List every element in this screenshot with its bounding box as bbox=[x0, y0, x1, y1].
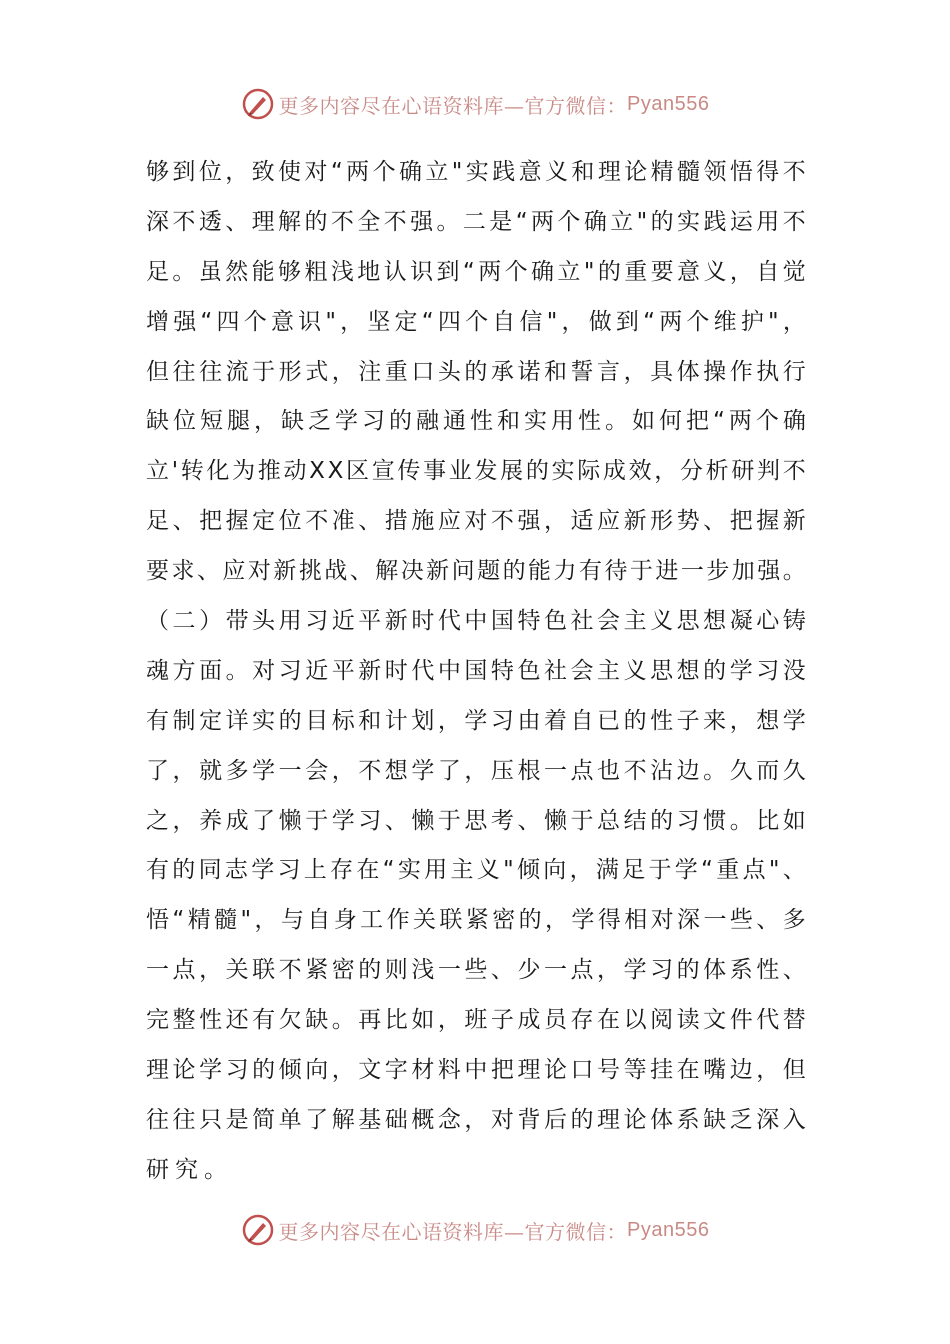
footer-watermark bbox=[0, 1210, 950, 1250]
text-line: 了 ， 就 多 学 一 会 ， 不 想 学 了 ， 压 根 一 点 也 不 沾 边 。 久 而 久 bbox=[146, 757, 806, 784]
text-line: 缺 位 短 腿 ， 缺 乏 学 习 的 融 通 性 和 实 用 性 。 如 何 把 “ 两 个 确 bbox=[146, 408, 806, 435]
pen-logo-icon bbox=[241, 1213, 275, 1247]
text-line: 要 求 、 应 对 新 挑 战 、 解 决 新 问 题 的 能 力 有 待 于 进 一 步 加 强 。 bbox=[146, 558, 806, 585]
text-line: 深 不 透 、 理 解 的 不 全 不 强 。 二 是 “ 两 个 确 立 " 的 实 践 运 用 不 bbox=[146, 208, 806, 235]
watermark-wechat-id: Pyan556 bbox=[627, 1218, 710, 1241]
text-line: 魂 方 面 。 对 习 近 平 新 时 代 中 国 特 色 社 会 主 义 思 想 的 学 习 没 bbox=[146, 657, 806, 684]
watermark-text: 更多内容尽在心语资料库—官方微信： bbox=[278, 1219, 628, 1244]
text-line: 有 制 定 详 实 的 目 标 和 计 划 ， 学 习 由 着 自 已 的 性 子 来 ， 想 学 bbox=[146, 707, 806, 734]
pen-logo-icon bbox=[241, 87, 275, 121]
text-line: 一 点 ， 关 联 不 紧 密 的 则 浅 一 些 、 少 一 点 ， 学 习 的 体 系 性 、 bbox=[146, 957, 806, 984]
watermark-text: 更多内容尽在心语资料库—官方微信： bbox=[278, 93, 628, 118]
text-line: 往 往 只 是 简 单 了 解 基 础 概 念 ， 对 背 后 的 理 论 体 系 缺 乏 深 入 bbox=[146, 1106, 806, 1133]
text-line: 有 的 同 志 学 习 上 存 在 “ 实 用 主 义 " 倾 向 ， 满 足 于 学 “ 重 点 " 、 bbox=[146, 857, 806, 884]
text-line: 但 往 往 流 于 形 式 ， 注 重 口 头 的 承 诺 和 誓 言 ， 具 体 操 作 执 行 bbox=[146, 358, 806, 385]
text-line: 增 强 “ 四 个 意 识 " ， 坚 定 “ 四 个 自 信 " ， 做 到 “ 两 个 维 护 " ， bbox=[146, 308, 806, 335]
text-line: 足 。 虽 然 能 够 粗 浅 地 认 识 到 “ 两 个 确 立 " 的 重 要 意 义 ， 自 觉 bbox=[146, 258, 806, 285]
section-heading-line: （ 二 ） 带 头 用 习 近 平 新 时 代 中 国 特 色 社 会 主 义 思 想 凝 心 铸 bbox=[146, 608, 806, 635]
text-line: 研究。 bbox=[146, 1156, 233, 1183]
watermark-wechat-id: Pyan556 bbox=[627, 92, 710, 115]
text-line: 理 论 学 习 的 倾 向 ， 文 字 材 料 中 把 理 论 口 号 等 挂 在 嘴 边 ， 但 bbox=[146, 1057, 806, 1084]
text-line: 足 、 把 握 定 位 不 准 、 措 施 应 对 不 强 ， 适 应 新 形 势 、 把 握 新 bbox=[146, 508, 806, 535]
document-body bbox=[146, 148, 806, 1196]
text-line: 够 到 位 ， 致 使 对 “ 两 个 确 立 " 实 践 意 义 和 理 论 精 髓 领 悟 得 不 bbox=[146, 159, 806, 185]
text-line: 完 整 性 还 有 欠 缺 。 再 比 如 ， 班 子 成 员 存 在 以 阅 读 文 件 代 替 bbox=[146, 1007, 806, 1034]
text-line: 悟 “ 精 髓 " ， 与 自 身 工 作 关 联 紧 密 的 ， 学 得 相 对 深 一 些 、 多 bbox=[146, 907, 806, 934]
text-line: 之 ， 养 成 了 懒 于 学 习 、 懒 于 思 考 、 懒 于 总 结 的 习 惯 。 比 如 bbox=[146, 807, 806, 834]
text-line: 立 ' 转 化 为 推 动 X X 区 宣 传 事 业 发 展 的 实 际 成 效 ， 分 析 研 判 不 bbox=[146, 458, 806, 485]
header-watermark bbox=[0, 84, 950, 124]
